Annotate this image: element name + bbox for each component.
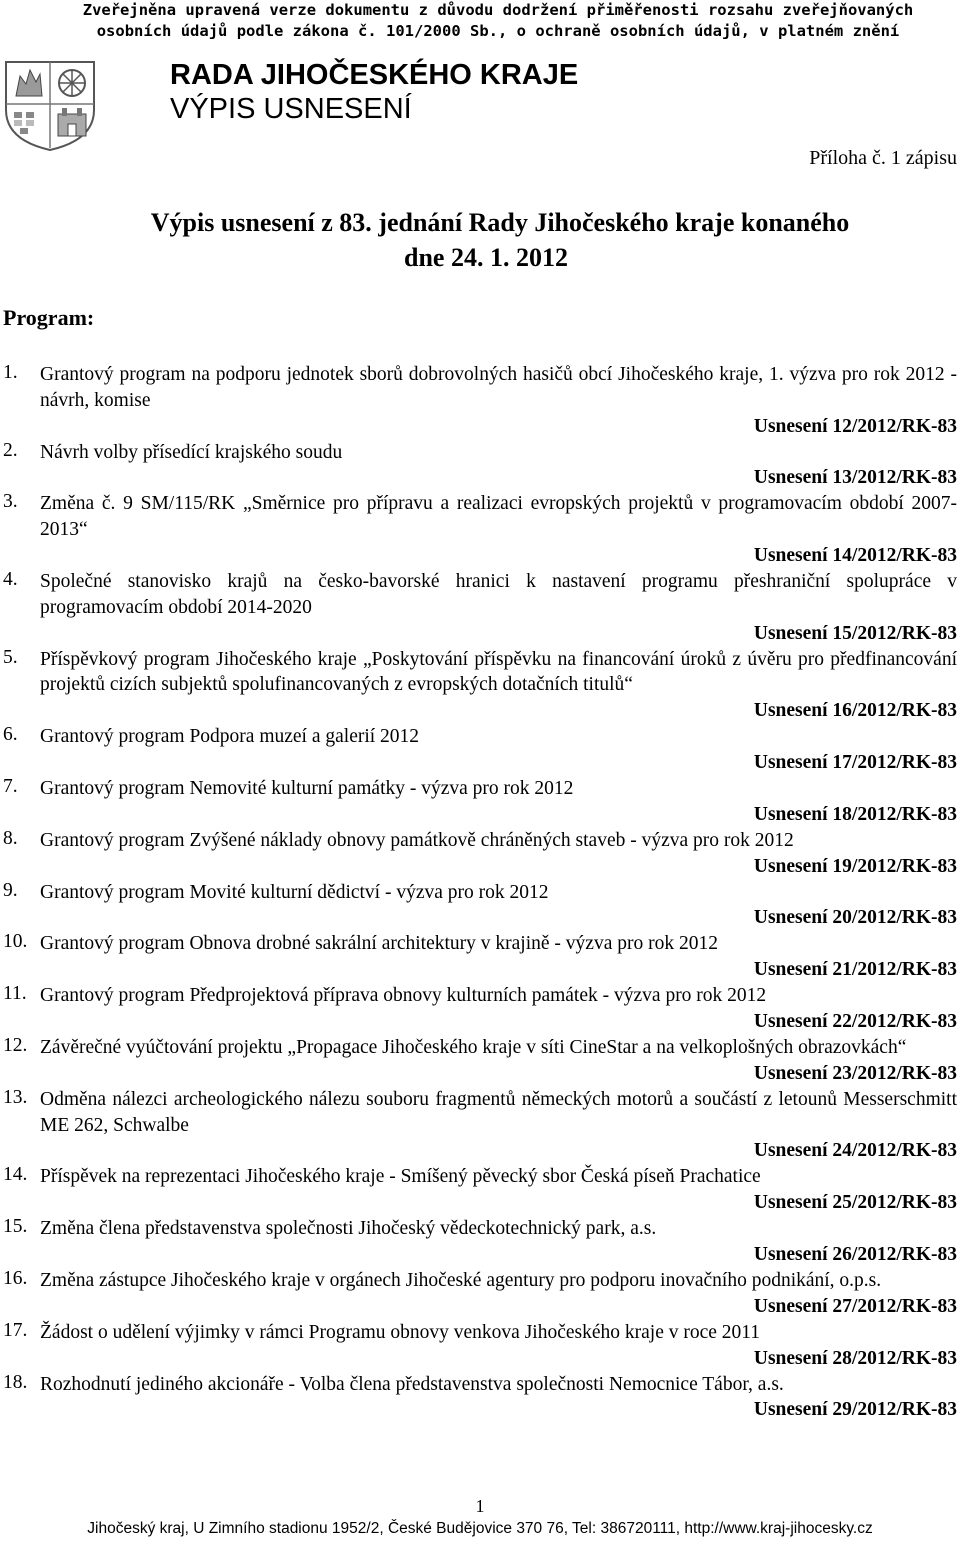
item-text: Grantový program Nemovité kulturní památky - výzva pro rok 2012: [40, 777, 574, 799]
resolution-number: Usnesení 25/2012/RK-83: [753, 1192, 957, 1214]
resolution-number: Usnesení 18/2012/RK-83: [753, 803, 957, 825]
program-item: [3, 1216, 957, 1268]
resolution-number: Usnesení 22/2012/RK-83: [753, 1010, 957, 1032]
program-item: [3, 1372, 957, 1424]
program-item: [3, 491, 957, 569]
item-text: Návrh volby přísedící krajského soudu: [40, 441, 343, 463]
item-number: 4.: [3, 568, 18, 590]
publication-notice: [58, 0, 938, 42]
program-item: [3, 931, 957, 983]
title-line-1: Výpis usnesení z 83. jednání Rady Jihočeského kraje konaného: [150, 208, 850, 237]
program-item: [3, 983, 957, 1035]
resolution-number: Usnesení 12/2012/RK-83: [753, 415, 957, 437]
item-text: Grantový program Podpora muzeí a galerií 2012: [40, 726, 420, 748]
item-number: 1.: [3, 362, 18, 383]
title-line-2: dne 24. 1. 2012: [404, 243, 568, 272]
program-item: [3, 1087, 957, 1165]
program-item: [3, 776, 957, 828]
item-number: 6.: [3, 724, 18, 746]
resolution-number: Usnesení 16/2012/RK-83: [753, 700, 957, 722]
item-text: Změna zástupce Jihočeského kraje v orgánech Jihočeské agentury pro podporu inovačního podnikání, o.p.s.: [40, 1269, 882, 1291]
item-number: 17.: [3, 1319, 28, 1341]
item-text: Závěrečné vyúčtování projektu „Propagace Jihočeského kraje v síti CineStar a na velkoplošných obrazovkách“: [40, 1036, 907, 1058]
organization-header: [170, 58, 578, 126]
item-number: 14.: [3, 1164, 28, 1186]
notice-line-2: osobních údajů podle zákona č. 101/2000 Sb., o ochraně osobních údajů, v platném znění: [96, 22, 900, 40]
program-item: [3, 362, 957, 440]
resolution-number: Usnesení 14/2012/RK-83: [753, 544, 957, 566]
item-number: 10.: [3, 931, 28, 953]
item-text: Žádost o udělení výjimky v rámci Programu obnovy venkova Jihočeského kraje v roce 2011: [40, 1321, 761, 1343]
item-number: 9.: [3, 879, 18, 901]
item-text: Společné stanovisko krajů na česko-bavorské hranici k nastavení programu přeshraniční spolupráce v programovacím období 2014-2020: [40, 570, 957, 618]
item-number: 8.: [3, 827, 18, 849]
document-title: [0, 205, 960, 275]
resolution-number: Usnesení 28/2012/RK-83: [753, 1347, 957, 1369]
item-text: Grantový program Movité kulturní dědictví - výzva pro rok 2012: [40, 881, 549, 903]
item-text: Změna člena představenstva společnosti Jihočeský vědeckotechnický park, a.s.: [40, 1218, 657, 1240]
program-item: [3, 880, 957, 932]
item-number: 18.: [3, 1371, 28, 1393]
footer-contact: Jihočeský kraj, U Zimního stadionu 1952/2, České Budějovice 370 76, Tel: 386720111, http://www.kraj-jihocesky.cz: [87, 1520, 873, 1537]
item-text: Rozhodnutí jediného akcionáře - Volba člena představenstva společnosti Nemocnice Tábor, a.s.: [40, 1373, 784, 1395]
resolution-number: Usnesení 27/2012/RK-83: [753, 1295, 957, 1317]
program-item: [3, 1164, 957, 1216]
item-text: Grantový program na podporu jednotek sborů dobrovolných hasičů obcí Jihočeského kraje, 1. výzva pro rok 2012 - návrh, komise: [40, 364, 957, 411]
resolution-number: Usnesení 24/2012/RK-83: [753, 1140, 957, 1162]
item-number: 16.: [3, 1267, 28, 1289]
resolution-number: Usnesení 23/2012/RK-83: [753, 1062, 957, 1084]
item-number: 3.: [3, 491, 18, 513]
item-text: Grantový program Předprojektová příprava obnovy kulturních památek - výzva pro rok 2012: [40, 985, 767, 1007]
item-number: 7.: [3, 775, 18, 797]
annex-label: Příloha č. 1 zápisu: [809, 147, 957, 169]
resolution-number: Usnesení 26/2012/RK-83: [753, 1243, 957, 1265]
program-list: [3, 362, 957, 1423]
program-heading: Program:: [3, 305, 95, 330]
program-item: [3, 724, 957, 776]
item-text: Grantový program Zvýšené náklady obnovy památkově chráněných staveb - výzva pro rok 2012: [40, 829, 794, 851]
item-text: Odměna nálezci archeologického nálezu souboru fragmentů německých motorů a součástí z letounů Messerschmitt ME 262, Schwalbe: [40, 1088, 957, 1136]
resolution-number: Usnesení 13/2012/RK-83: [753, 467, 957, 489]
item-text: Příspěvkový program Jihočeského kraje „Poskytování příspěvku na financování úroků z úvěru pro předfinancování projektů cizích subjektů spolufinancovaných z evropských dotačních titulů“: [40, 648, 957, 696]
page-number: 1: [475, 1496, 485, 1516]
organization-name: RADA JIHOČESKÉHO KRAJE: [170, 59, 579, 91]
item-number: 5.: [3, 646, 18, 668]
item-number: 15.: [3, 1216, 28, 1238]
resolution-number: Usnesení 17/2012/RK-83: [753, 751, 957, 773]
program-item: [3, 1320, 957, 1372]
program-item: [3, 569, 957, 647]
item-number: 13.: [3, 1086, 28, 1108]
program-item: [3, 1268, 957, 1320]
resolution-number: Usnesení 15/2012/RK-83: [753, 622, 957, 644]
coat-of-arms-logo: [0, 58, 100, 152]
program-item: [3, 647, 957, 725]
resolution-number: Usnesení 21/2012/RK-83: [753, 959, 957, 981]
item-number: 2.: [3, 439, 18, 461]
notice-line-1: Zveřejněna upravená verze dokumentu z důvodu dodržení přiměřenosti rozsahu zveřejňovaných: [82, 1, 914, 19]
item-number: 11.: [3, 983, 27, 1005]
item-text: Příspěvek na reprezentaci Jihočeského kraje - Smíšený pěvecký sbor Česká píseň Prachatice: [40, 1166, 761, 1188]
resolution-number: Usnesení 29/2012/RK-83: [753, 1399, 957, 1421]
resolution-number: Usnesení 20/2012/RK-83: [753, 907, 957, 929]
program-item: [3, 440, 957, 492]
item-text: Grantový program Obnova drobné sakrální architektury v krajině - výzva pro rok 2012: [40, 933, 718, 955]
program-item: [3, 828, 957, 880]
document-type: VÝPIS USNESENÍ: [170, 93, 412, 125]
program-item: [3, 1035, 957, 1087]
resolution-number: Usnesení 19/2012/RK-83: [753, 855, 957, 877]
item-number: 12.: [3, 1034, 28, 1056]
item-text: Změna č. 9 SM/115/RK „Směrnice pro přípravu a realizaci evropských projektů v programovacím období 2007-2013“: [40, 493, 957, 541]
